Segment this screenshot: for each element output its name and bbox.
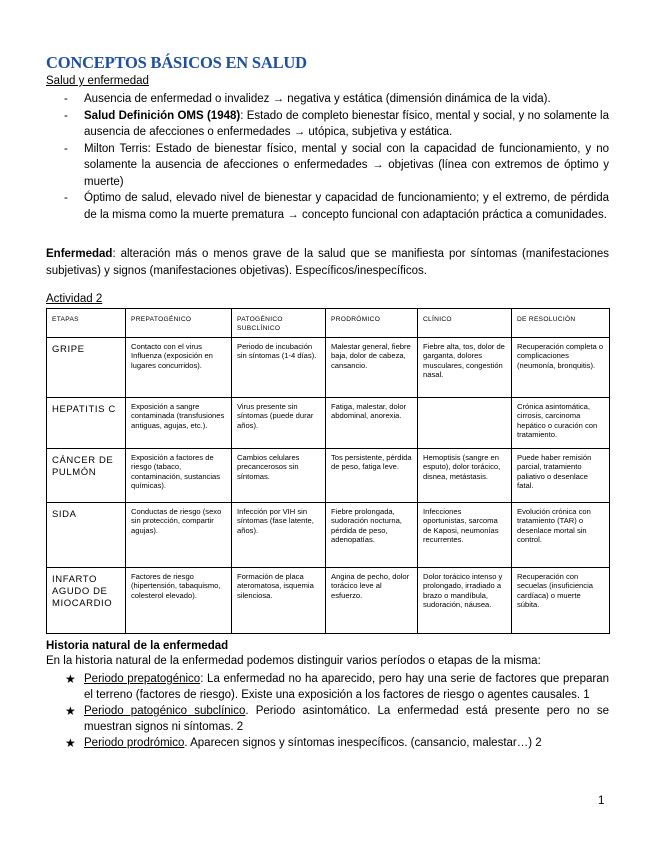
dash-bullet-icon: -: [64, 93, 68, 105]
actividad-heading: Actividad 2: [46, 293, 103, 305]
table-cell: [418, 398, 512, 449]
table-cell: Factores de riesgo (hipertensión, tabaquismo, colesterol elevado).: [126, 568, 232, 634]
table-cell: Virus presente sin síntomas (puede durar años).: [232, 398, 326, 449]
period-label: Periodo patogénico subclínico: [84, 705, 246, 717]
star-icon: ★: [65, 736, 76, 750]
table-cell: Infecciones oportunistas, sarcoma de Kaposi, neumonías recurrentes.: [418, 503, 512, 568]
table-row: [47, 398, 610, 449]
table-row: [47, 568, 610, 634]
period-text: : La enfermedad no ha aparecido, pero hay una serie de factores que preparan el terreno (factores de riesgo). Existe una exposición a los factores de riesgo o agentes causales. 1: [84, 673, 609, 701]
table-cell: Exposición a sangre contaminada (transfusiones antiguas, agujas, etc.).: [126, 398, 232, 449]
historia-heading: Historia natural de la enfermedad: [46, 640, 229, 652]
table-cell: Malestar general, fiebre baja, dolor de cabeza, cansancio.: [326, 338, 418, 398]
table-cell: Crónica asintomática, cirrosis, carcinoma hepático o curación con tratamiento.: [512, 398, 610, 449]
table-cell: Infección por VIH sin síntomas (fase latente, años).: [232, 503, 326, 568]
table-cell: Dolor torácico intenso y prolongado, irradiado a brazo o mandíbula, sudoración, náusea.: [418, 568, 512, 634]
stage-cell: HEPATITIS C: [47, 398, 126, 449]
table-cell: Tos persistente, pérdida de peso, fatiga leve.: [326, 449, 418, 503]
period-label: Periodo prepatogénico: [84, 673, 201, 685]
table-cell: Fiebre alta, tos, dolor de garganta, dolores musculares, congestión nasal.: [418, 338, 512, 398]
table-cell: Fiebre prolongada, sudoración nocturna, pérdida de peso, adenopatías.: [326, 503, 418, 568]
section-heading-salud: Salud y enfermedad: [46, 75, 149, 87]
stage-cell: SIDA: [47, 503, 126, 568]
list-item: [46, 671, 609, 703]
table-row: [47, 449, 610, 503]
bullet-text: : Estado de completo bienestar físico, mental y social, y no solamente la ausencia de afecciones o enfermedades → utópica, subjetiva y estática.: [84, 109, 609, 138]
dash-bullet-icon: -: [64, 142, 68, 155]
dash-bullet-icon: -: [64, 192, 68, 204]
page-number: 1: [598, 795, 605, 807]
table-cell: Fatiga, malestar, dolor abdominal, anorexia.: [326, 398, 418, 449]
table-row: [47, 503, 610, 568]
column-header: ETAPAS: [47, 309, 126, 338]
list-item: [46, 91, 609, 108]
stage-cell: INFARTO AGUDO DE MIOCARDIO: [47, 568, 126, 634]
column-header: PRODRÓMICO: [326, 309, 418, 338]
periodos-list: [46, 671, 609, 751]
stage-cell: CÁNCER DE PULMÓN: [47, 449, 126, 503]
table-cell: Exposición a factores de riesgo (tabaco, contaminación, sustancias químicas).: [126, 449, 232, 503]
table-cell: Contacto con el virus Influenza (exposición en lugares concurridos).: [126, 338, 232, 398]
table-cell: Periodo de incubación sin síntomas (1-4 días).: [232, 338, 326, 398]
bullet-text: Óptimo de salud, elevado nivel de bienestar y capacidad de funcionamiento; y el extremo, de pérdida de la misma como la muerte prematura → concepto funcional con adaptación práctica a comunidades.: [84, 192, 609, 221]
table-cell: Formación de placa ateromatosa, isquemia silenciosa.: [232, 568, 326, 634]
bullet-text: Milton Terris: Estado de bienestar físico, mental y social con la capacidad de funcionamiento, y no solamente la ausencia de afecciones o enfermedades → objetivas (línea con extremos de óptimo y muerte): [84, 142, 609, 188]
column-header: CLÍNICO: [418, 309, 512, 338]
table-cell: Hemoptisis (sangre en esputo), dolor torácico, disnea, metástasis.: [418, 449, 512, 503]
table-cell: Evolución crónica con tratamiento (TAR) o desenlace mortal sin control.: [512, 503, 610, 568]
list-item: [46, 735, 609, 751]
period-label: Periodo prodrómico: [84, 737, 185, 749]
table-cell: Angina de pecho, dolor torácico leve al esfuerzo.: [326, 568, 418, 634]
table-cell: Puede haber remisión parcial, tratamiento paliativo o desenlace fatal.: [512, 449, 610, 503]
table-cell: Conductas de riesgo (sexo sin protección, compartir agujas).: [126, 503, 232, 568]
stages-table: [46, 308, 610, 634]
table-cell: Cambios celulares precancerosos sin síntomas.: [232, 449, 326, 503]
star-icon: ★: [65, 672, 76, 686]
column-header: PREPATOGÉNICO: [126, 309, 232, 338]
list-item: [46, 703, 609, 735]
stage-cell: GRIPE: [47, 338, 126, 398]
bullet-text: Ausencia de enfermedad o invalidez → negativa y estática (dimensión dinámica de la vida).: [84, 93, 551, 105]
period-text: . Periodo asintomático. La enfermedad está presente pero no se muestran signos ni síntomas. 2: [84, 705, 610, 733]
period-text: . Aparecen signos y síntomas inespecíficos. (cansancio, malestar…) 2: [184, 737, 542, 749]
historia-intro: En la historia natural de la enfermedad podemos distinguir varios períodos o etapas de la misma:: [46, 655, 541, 667]
enfermedad-paragraph: [46, 246, 609, 280]
bullet-bold-term: Salud Definición OMS (1948): [84, 109, 241, 122]
enfermedad-definition: : alteración más o menos grave de la salud que se manifiesta por síntomas (manifestaciones subjetivas) y signos (manifestaciones objetivas). Específicos/inespecíficos.: [46, 248, 609, 277]
table-cell: Recuperación con secuelas (insuficiencia cardíaca) o muerte súbita.: [512, 568, 610, 634]
list-item: [46, 108, 609, 141]
page-title: CONCEPTOS BÁSICOS EN SALUD: [46, 53, 307, 72]
table-cell: Recuperación completa o complicaciones (neumonía, bronquitis).: [512, 338, 610, 398]
list-item: [46, 190, 609, 223]
column-header: PATOGÉNICO SUBCLÍNICO: [232, 309, 326, 338]
enfermedad-term: Enfermedad: [46, 248, 113, 260]
salud-bullet-list: [46, 91, 609, 223]
table-header-row: [47, 309, 610, 338]
column-header: DE RESOLUCIÓN: [512, 309, 610, 338]
dash-bullet-icon: -: [64, 109, 68, 122]
table-row: [47, 338, 610, 398]
list-item: [46, 141, 609, 191]
star-icon: ★: [65, 704, 76, 718]
